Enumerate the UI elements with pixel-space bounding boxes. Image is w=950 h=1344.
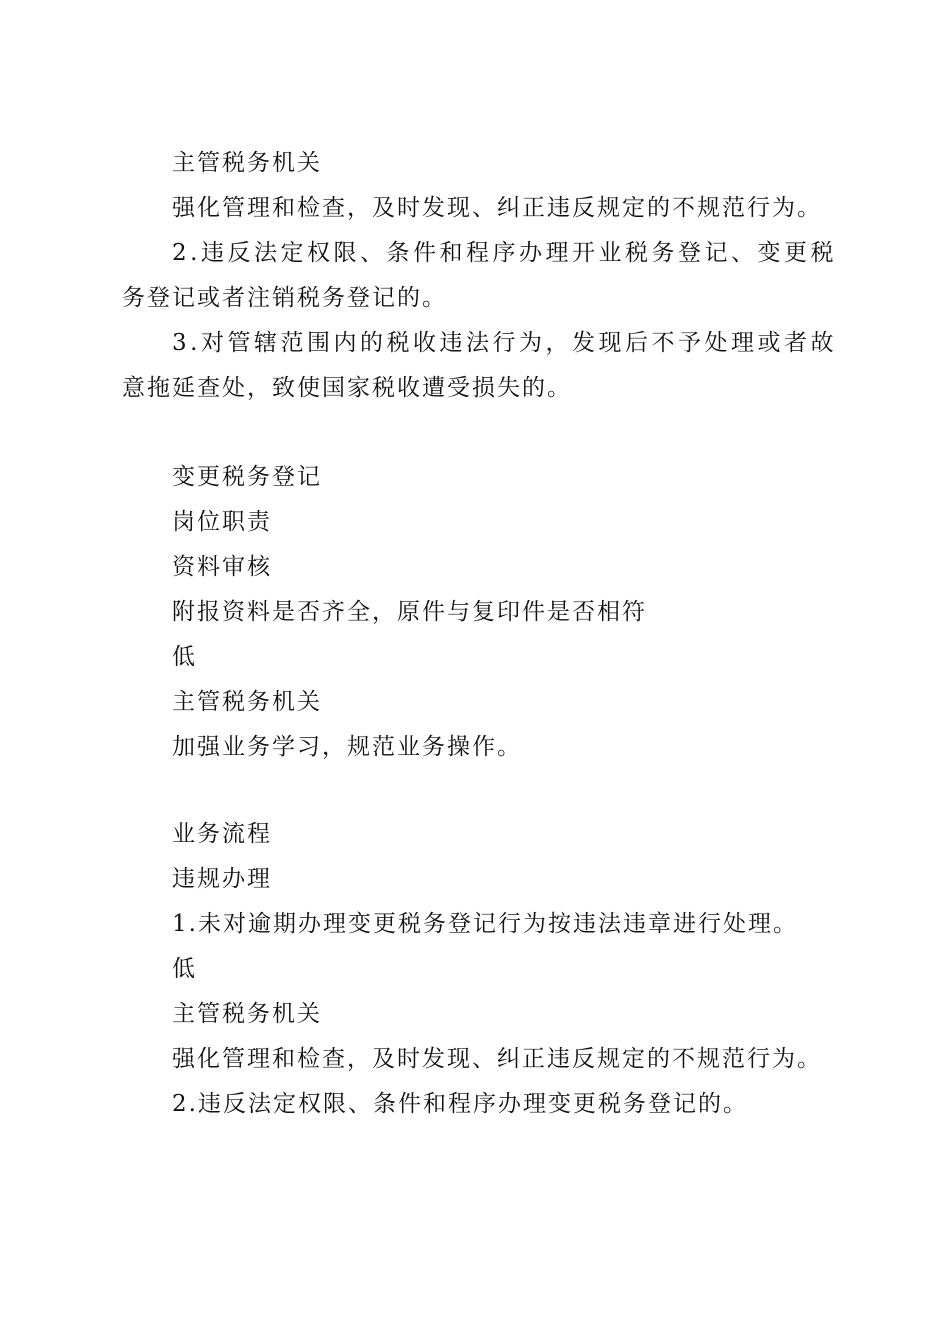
section1-item2-line1: 2.违反法定权限、条件和程序办理开业税务登记、变更税 bbox=[172, 240, 837, 266]
section1-authority: 主管税务机关 bbox=[172, 150, 322, 176]
section3-item2: 2.违反法定权限、条件和程序办理变更税务登记的。 bbox=[172, 1091, 748, 1117]
section2-authority: 主管税务机关 bbox=[172, 689, 322, 715]
section1-measure: 强化管理和检查，及时发现、纠正违反规定的不规范行为。 bbox=[172, 195, 822, 221]
section1-item3-line2: 意拖延查处，致使国家税收遭受损失的。 bbox=[122, 375, 572, 401]
section1-item2-line2: 务登记或者注销税务登记的。 bbox=[122, 285, 447, 311]
section3-authority: 主管税务机关 bbox=[172, 1001, 322, 1027]
section2-measure: 加强业务学习，规范业务操作。 bbox=[172, 734, 522, 760]
section3-measure: 强化管理和检查，及时发现、纠正违反规定的不规范行为。 bbox=[172, 1046, 822, 1072]
section3-level: 低 bbox=[172, 956, 197, 982]
section3-item1: 1.未对逾期办理变更税务登记行为按违法违章进行处理。 bbox=[172, 911, 798, 937]
section2-risk-point: 资料审核 bbox=[172, 554, 272, 580]
section3-title: 业务流程 bbox=[172, 821, 272, 847]
section2-description: 附报资料是否齐全，原件与复印件是否相符 bbox=[172, 599, 647, 625]
section2-category: 岗位职责 bbox=[172, 509, 272, 535]
section2-title: 变更税务登记 bbox=[172, 464, 322, 490]
section2-level: 低 bbox=[172, 644, 197, 670]
section1-item3-line1: 3.对管辖范围内的税收违法行为，发现后不予处理或者故 bbox=[172, 330, 837, 356]
section3-risk-point: 违规办理 bbox=[172, 866, 272, 892]
